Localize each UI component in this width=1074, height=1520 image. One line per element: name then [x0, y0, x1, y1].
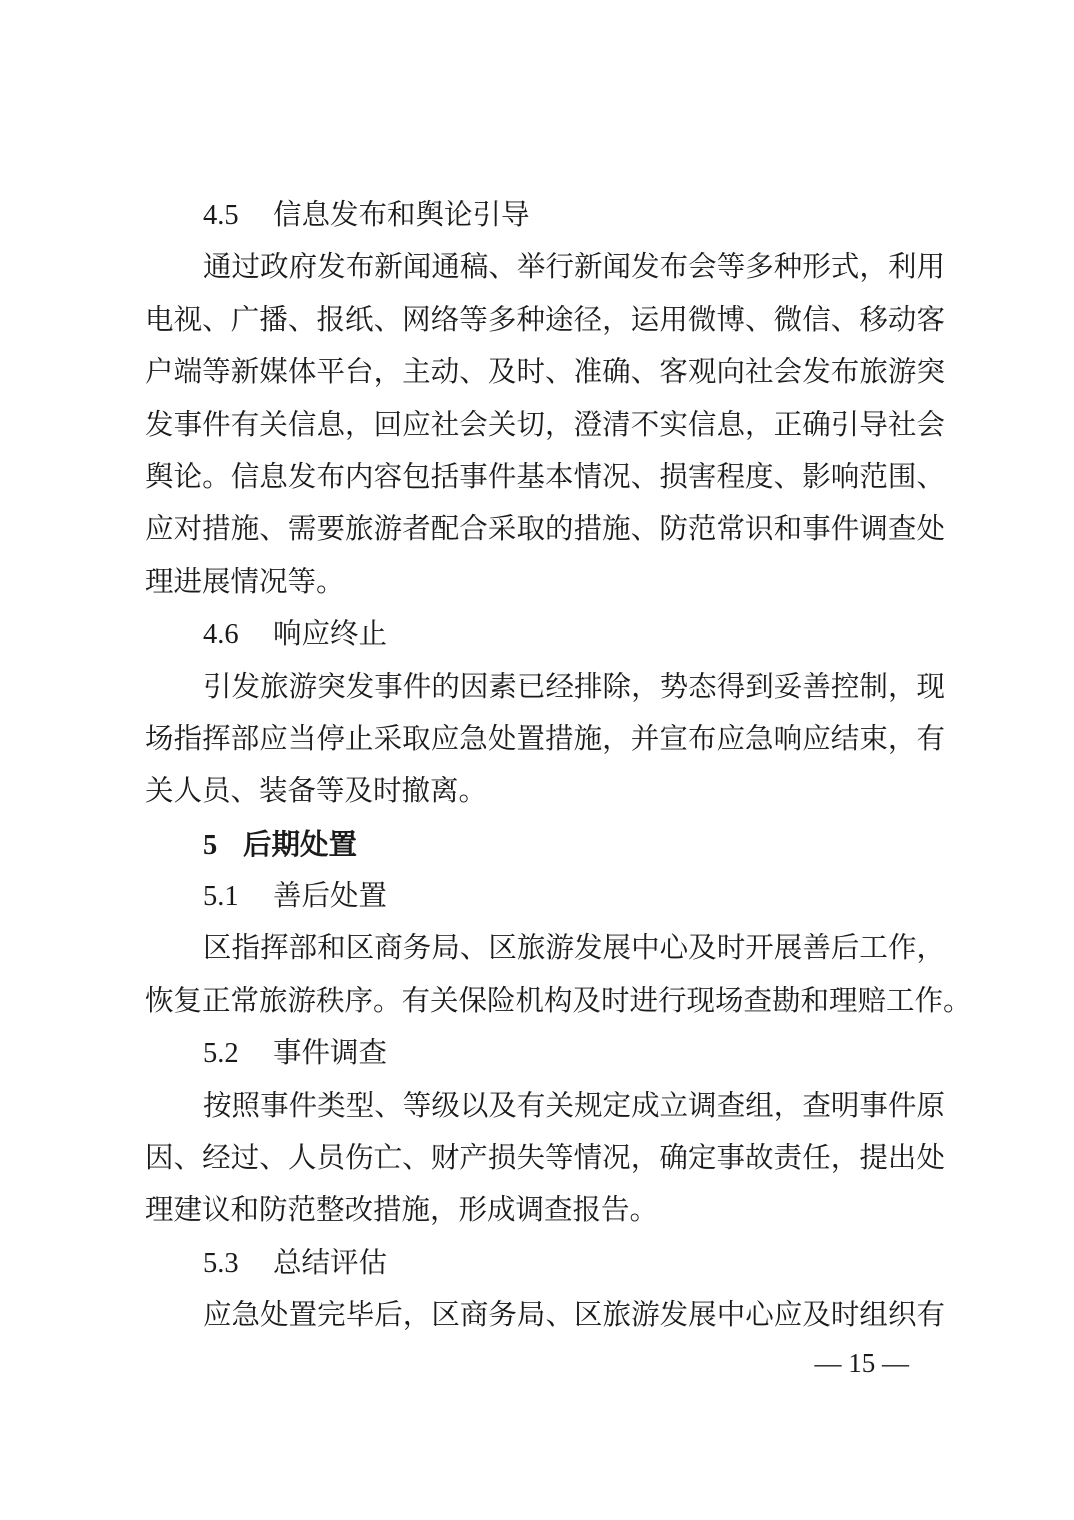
paragraph-line: 舆论。信息发布内容包括事件基本情况、损害程度、影响范围、 [145, 459, 945, 493]
section-title: 信息发布和舆论引导 [273, 198, 530, 231]
section-heading-4-5 [145, 189, 945, 241]
section-number: 4.5 [203, 200, 239, 231]
section-number: 5 [203, 829, 218, 861]
section-heading-5-1 [145, 870, 945, 922]
paragraph-line: 恢复正常旅游秩序。有关保险机构及时进行现场查勘和理赔工作。 [145, 983, 972, 1017]
section-title: 事件调查 [273, 1036, 388, 1070]
paragraph-line: 理建议和防范整改措施，形成调查报告。 [145, 1193, 659, 1227]
section-title: 响应终止 [273, 617, 388, 651]
paragraph-line: 引发旅游突发事件的因素已经排除，势态得到妥善控制，现 [203, 669, 945, 703]
paragraph-line: 理进展情况等。 [145, 564, 345, 598]
page-body [145, 189, 972, 1342]
paragraph-line: 应急处置完毕后，区商务局、区旅游发展中心应及时组织有 [203, 1298, 945, 1332]
section-title: 总结评估 [273, 1245, 388, 1279]
section-title: 善后处置 [273, 879, 388, 913]
paragraph-line: 通过政府发布新闻通稿、举行新闻发布会等多种形式，利用 [203, 250, 945, 284]
section-heading-5-3 [145, 1237, 945, 1289]
section-number: 5.2 [203, 1038, 239, 1070]
section-title: 后期处置 [243, 826, 358, 861]
section-heading-5 [145, 818, 945, 870]
paragraph-line: 因、经过、人员伤亡、财产损失等情况，确定事故责任，提出处 [145, 1141, 945, 1175]
paragraph-line: 应对措施、需要旅游者配合采取的措施、防范常识和事件调查处 [145, 512, 945, 546]
paragraph-line: 户端等新媒体平台，主动、及时、准确、客观向社会发布旅游突 [145, 355, 945, 389]
paragraph-line: 场指挥部应当停止采取应急处置措施，并宣布应急响应结束，有 [145, 721, 945, 755]
page-number: — 15 — [814, 1348, 909, 1378]
paragraph-line: 发事件有关信息，回应社会关切，澄清不实信息，正确引导社会 [145, 407, 945, 441]
paragraph-line: 按照事件类型、等级以及有关规定成立调查组，查明事件原 [203, 1088, 945, 1122]
section-number: 5.3 [203, 1247, 239, 1279]
paragraph-line: 电视、广播、报纸、网络等多种途径，运用微博、微信、移动客 [145, 302, 945, 336]
section-heading-4-6 [145, 608, 945, 660]
paragraph-line: 区指挥部和区商务局、区旅游发展中心及时开展善后工作， [203, 931, 945, 965]
paragraph-line: 关人员、装备等及时撤离。 [145, 774, 488, 808]
section-number: 4.6 [203, 619, 239, 651]
section-heading-5-2 [145, 1027, 945, 1079]
section-number: 5.1 [203, 881, 239, 913]
